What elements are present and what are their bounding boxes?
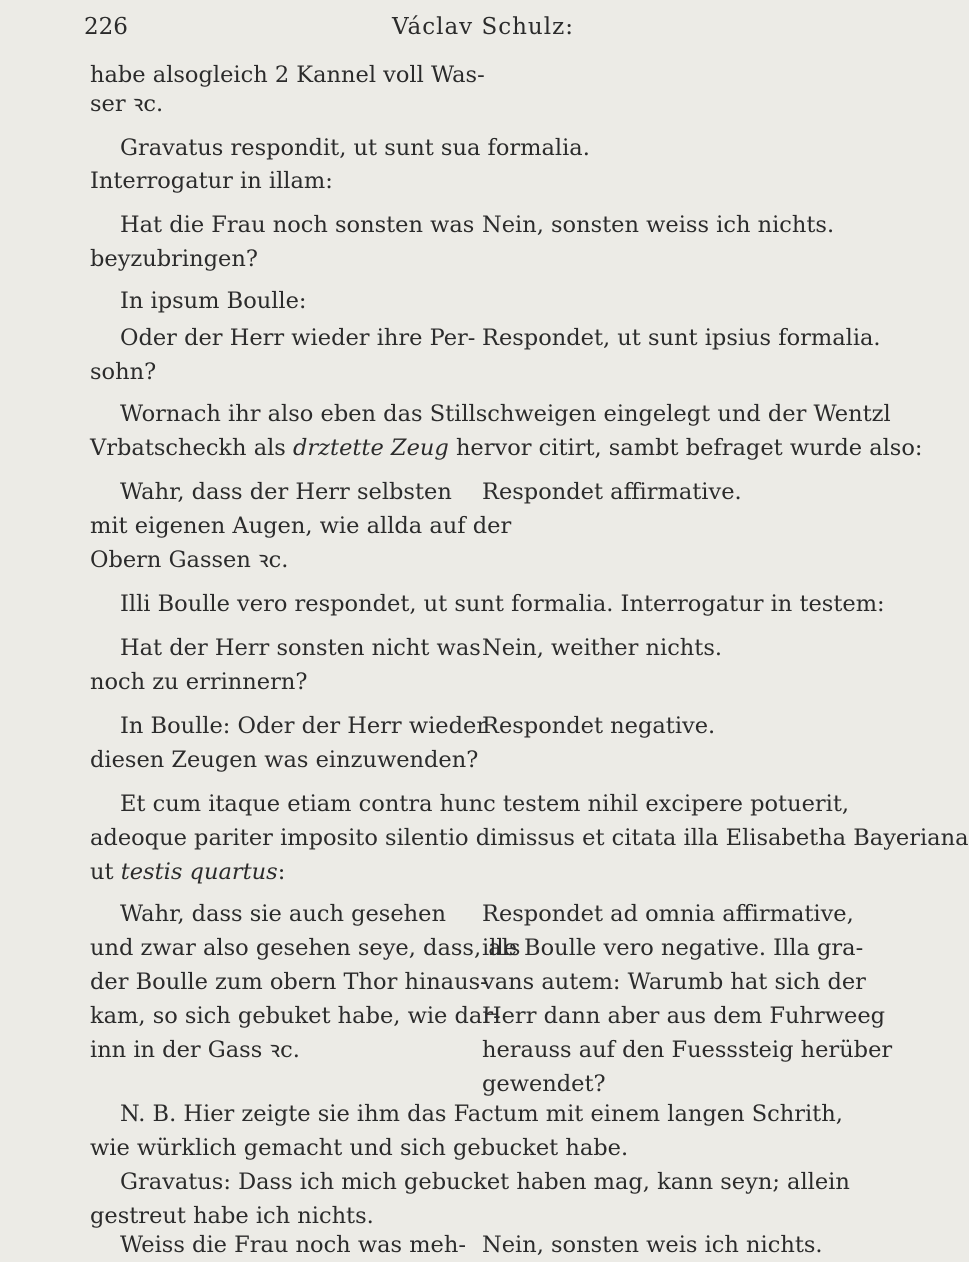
running-head: Václav Schulz: bbox=[392, 14, 574, 40]
text-line: Respondet affirmative. bbox=[482, 479, 742, 505]
text-line: gewendet? bbox=[482, 1071, 606, 1097]
text-line: Gravatus respondit, ut sunt sua formalia. bbox=[120, 135, 590, 161]
text-line: adeoque pariter imposito silentio dimissus et citata illa Elisabetha Bayeriana bbox=[90, 825, 969, 851]
text-line: der Boulle zum obern Thor hinaus- bbox=[90, 969, 488, 995]
text-line: mit eigenen Augen, wie allda auf der bbox=[90, 513, 512, 539]
text-line: Respondet negative. bbox=[482, 713, 716, 739]
text-line: Vrbatscheckh als drztette Zeug hervor citirt, sambt befraget wurde also: bbox=[90, 435, 923, 461]
text-line: Nein, sonsten weiss ich nichts. bbox=[482, 212, 835, 238]
text-line: Weiss die Frau noch was meh- bbox=[120, 1232, 466, 1258]
text-line: In Boulle: Oder der Herr wieder bbox=[120, 713, 488, 739]
text-line: N. B. Hier zeigte sie ihm das Factum mit einem langen Schrith, bbox=[120, 1101, 843, 1127]
text-line: Wornach ihr also eben das Stillschweigen eingelegt und der Wentzl bbox=[120, 401, 891, 427]
text-line: Respondet, ut sunt ipsius formalia. bbox=[482, 325, 881, 351]
text-line: ut testis quartus: bbox=[90, 859, 286, 885]
text-line: Wahr, dass sie auch gesehen bbox=[120, 901, 446, 927]
text-line: Hat der Herr sonsten nicht was bbox=[120, 635, 481, 661]
text-line: noch zu errinnern? bbox=[90, 669, 308, 695]
text-line: Illi Boulle vero respondet, ut sunt formalia. Interrogatur in testem: bbox=[120, 591, 885, 617]
text-line: Wahr, dass der Herr selbsten bbox=[120, 479, 452, 505]
text-line: diesen Zeugen was einzuwenden? bbox=[90, 747, 479, 773]
text-line: sohn? bbox=[90, 359, 157, 385]
text-line: Interrogatur in illam: bbox=[90, 168, 333, 194]
text-line: Nein, weither nichts. bbox=[482, 635, 723, 661]
text-line: In ipsum Boulle: bbox=[120, 288, 307, 314]
text-line: vans autem: Warumb hat sich der bbox=[482, 969, 866, 995]
text-line: gestreut habe ich nichts. bbox=[90, 1203, 374, 1229]
text-line: inn in der Gass ꝛc. bbox=[90, 1037, 300, 1063]
text-line: kam, so sich gebuket habe, wie dar- bbox=[90, 1003, 501, 1029]
page-header bbox=[84, 14, 740, 44]
text-line: beyzubringen? bbox=[90, 246, 258, 272]
text-line: Respondet ad omnia affirmative, bbox=[482, 901, 854, 927]
text-line: ser ꝛc. bbox=[90, 91, 164, 117]
text-line: wie würklich gemacht und sich gebucket habe. bbox=[90, 1135, 629, 1161]
text-line: Herr dann aber aus dem Fuhrweeg bbox=[482, 1003, 886, 1029]
text-line: habe alsogleich 2 Kannel voll Was- bbox=[90, 62, 485, 88]
text-line: herauss auf den Fuesssteig herüber bbox=[482, 1037, 893, 1063]
text-line: und zwar also gesehen seye, dass, als bbox=[90, 935, 521, 961]
text-line: Gravatus: Dass ich mich gebucket haben mag, kann seyn; allein bbox=[120, 1169, 850, 1195]
text-line: Oder der Herr wieder ihre Per- bbox=[120, 325, 476, 351]
text-line: ille Boulle vero negative. Illa gra- bbox=[482, 935, 864, 961]
text-line: Hat die Frau noch sonsten was bbox=[120, 212, 475, 238]
page-number: 226 bbox=[84, 14, 128, 40]
text-line: Nein, sonsten weis ich nichts. bbox=[482, 1232, 823, 1258]
text-line: Et cum itaque etiam contra hunc testem nihil excipere potuerit, bbox=[120, 791, 850, 817]
text-line: Obern Gassen ꝛc. bbox=[90, 547, 289, 573]
